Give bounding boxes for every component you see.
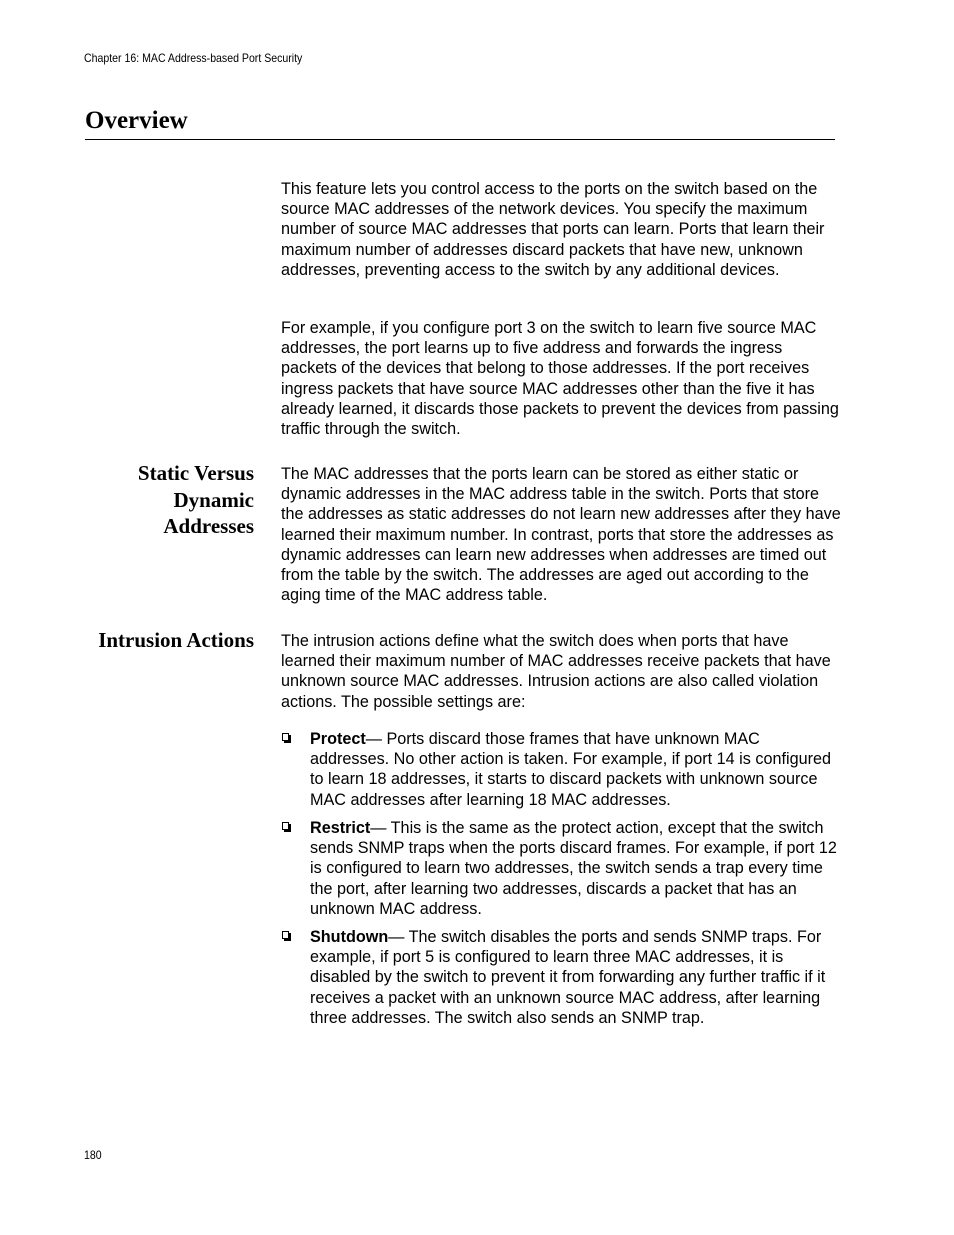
static-heading-line-1: Static Versus <box>137 461 254 485</box>
list-item-text <box>310 729 843 810</box>
list-item-term: Protect <box>310 730 366 748</box>
title-rule <box>85 139 835 140</box>
list-item-description: — This is the same as the protect action, except that the switch sends SNMP traps when the ports discard frames. For example, if port 12 is configured to learn two addresses, the switch sends a trap every time the port, after learning two addresses, discards a packet that has an unknown MAC address. <box>310 819 837 918</box>
list-item-description: — Ports discard those frames that have unknown MAC addresses. No other action is taken. For example, if port 14 is configured to learn 18 addresses, it starts to discard packets with unknown source MAC addresses after learning 18 MAC addresses. <box>310 730 831 809</box>
intrusion-paragraph: The intrusion actions define what the switch does when ports that have learned their maximum number of MAC addresses receive packets that have unknown source MAC addresses. Intrusion actions are also called violation actions. The possible settings are: <box>281 632 831 711</box>
static-heading-line-2: Dynamic <box>173 487 254 512</box>
checkbox-bullet-icon <box>282 733 289 741</box>
list-item-text <box>310 927 843 1028</box>
list-item-protect <box>281 729 843 810</box>
list-item-shutdown <box>281 927 843 1028</box>
list-item-term: Restrict <box>310 819 371 837</box>
checkbox-bullet-icon <box>282 931 289 939</box>
static-heading-line-3: Addresses <box>163 514 254 538</box>
intrusion-heading-text: Intrusion Actions <box>98 628 254 652</box>
checkbox-bullet-icon <box>282 822 289 830</box>
static-versus-dynamic-heading <box>138 460 254 540</box>
list-item-term: Shutdown <box>310 928 389 946</box>
list-item-description: — The switch disables the ports and sends SNMP traps. For example, if port 5 is configured to learn three MAC addresses, it is disabled by the switch to prevent it from forwarding any further traffic if it receives a packet with an unknown source MAC address, after learning three addresses. The switch also sends an SNMP trap. <box>310 928 826 1027</box>
list-item-restrict <box>281 818 843 919</box>
section-title: Overview <box>85 107 188 134</box>
page-number: 180 <box>84 1148 102 1162</box>
list-item-text <box>310 818 843 919</box>
running-header: Chapter 16: MAC Address-based Port Security <box>84 51 303 65</box>
overview-paragraph-1: This feature lets you control access to the ports on the switch based on the source MAC addresses of the network devices. You specify the maximum number of source MAC addresses that ports can learn. Ports that learn their maximum number of addresses discard packets that have new, unknown addresses, preventing access to the switch by any additional devices. <box>281 180 825 279</box>
intrusion-actions-heading <box>98 627 254 654</box>
overview-paragraph-2: For example, if you configure port 3 on the switch to learn five source MAC addresses, the port learns up to five address and forwards the ingress packets of the devices that belong to those addresses. If the port receives ingress packets that have source MAC addresses other than the five it has already learned, it discards those packets to prevent the devices from passing traffic through the switch. <box>281 319 839 439</box>
static-dynamic-paragraph: The MAC addresses that the ports learn can be stored as either static or dynamic addresses in the MAC address table in the switch. Ports that store the addresses as static addresses do not learn new addresses after they have learned their maximum number. In contrast, ports that store the addresses as dynamic addresses can learn new addresses when addresses are timed out from the table by the switch. The addresses are aged out according to the aging time of the MAC address table. <box>281 465 841 605</box>
